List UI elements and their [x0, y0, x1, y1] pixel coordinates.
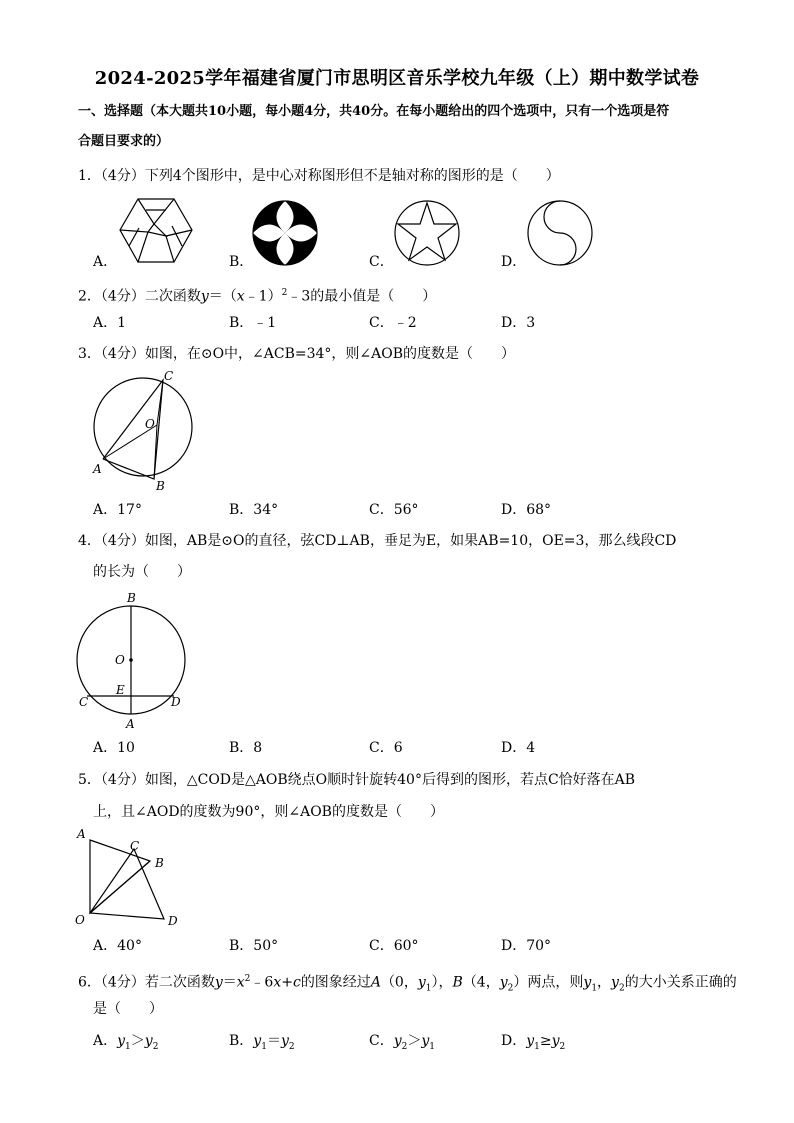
q5-option-d[interactable]: D．70° — [501, 938, 552, 954]
option-b-figure-four-petal-circle — [250, 198, 320, 268]
option-c-figure-star-in-circle — [392, 198, 462, 268]
q3-option-d[interactable]: D．68° — [501, 502, 552, 518]
q6-option-a[interactable]: A．$y_1>y_2$ — [93, 1033, 159, 1052]
label-b: B — [155, 856, 164, 870]
label-a: A — [77, 827, 86, 841]
question-text: 下列4个图形中，是中心对称图形但不是轴对称的图形的是（ ） — [144, 168, 560, 184]
q4-option-a[interactable]: A．10 — [93, 740, 135, 756]
q5-option-a[interactable]: A．40° — [93, 938, 142, 954]
question-4-line2: 的长为（ ） — [93, 564, 191, 580]
label-d: D — [168, 914, 178, 928]
label-c: C — [79, 695, 89, 709]
question-points: （4分） — [100, 168, 145, 184]
q1-option-d[interactable]: D． — [501, 254, 527, 270]
question-1 — [78, 166, 560, 186]
q2-option-b[interactable]: B．﹣1 — [229, 315, 277, 331]
label-b: B — [127, 591, 136, 605]
question-5-line2: 上，且∠AOD的度数为90°，则∠AOB的度数是（ ） — [93, 804, 444, 820]
q4-option-c[interactable]: C．6 — [369, 740, 403, 756]
question-6: 6．（4分）若二次函数$y=x^2﹣6x+c$的图象经过A（0，$y_1$），B（4，$y_2$）两点，则$y_1$，$y_2$的大小关系正确的 — [78, 974, 737, 994]
question-text: 如图，△COD是△AOB绕点O顺时针旋转40°后得到的图形，若点C恰好落在AB — [144, 772, 636, 788]
q5-option-b[interactable]: B．50° — [229, 938, 279, 954]
question-number: 3． — [78, 346, 101, 362]
q3-option-c[interactable]: C．56° — [369, 502, 419, 518]
q3-option-a[interactable]: A．17° — [93, 502, 142, 518]
q6-option-c[interactable]: C．$y_2>y_1$ — [369, 1033, 436, 1052]
question-2 — [78, 283, 436, 307]
label-a: A — [93, 462, 102, 476]
question-5 — [78, 770, 635, 790]
option-a-figure-recycle-hexagon — [116, 196, 196, 266]
q4-figure-circle-chord — [74, 588, 194, 732]
q3-figure-circle-angle — [88, 366, 198, 494]
label-o: O — [115, 653, 125, 667]
question-points: （4分） — [100, 974, 145, 991]
question-points: （4分） — [100, 288, 145, 305]
text-post: ﹣3的最小值是（ ） — [287, 288, 437, 305]
label-a: A — [126, 717, 135, 731]
label-b: B — [156, 479, 165, 493]
var-x: x — [236, 288, 245, 305]
section-heading-line2: 合题目要求的） — [78, 134, 170, 149]
q2-option-c[interactable]: C．﹣2 — [369, 315, 417, 331]
option-d-figure-yin-yang — [525, 198, 595, 268]
question-3 — [78, 344, 515, 364]
q3-option-b[interactable]: B．34° — [229, 502, 279, 518]
question-points: （4分） — [100, 772, 145, 788]
question-text: 二次函数 — [144, 288, 201, 305]
text-mid: ﹣1） — [244, 288, 282, 305]
question-4 — [78, 531, 676, 551]
question-number: 5． — [78, 772, 101, 788]
q5-option-c[interactable]: C．60° — [369, 938, 419, 954]
q4-option-b[interactable]: B．8 — [229, 740, 263, 756]
q6-option-d[interactable]: D．$y_1\ge y_2$ — [501, 1033, 566, 1052]
q1-option-a[interactable]: A． — [93, 254, 118, 270]
question-points: （4分） — [100, 346, 145, 362]
label-c: C — [164, 369, 174, 383]
q1-option-c[interactable]: C． — [369, 254, 394, 270]
question-number: 1． — [78, 168, 101, 184]
question-text: 如图，在⊙O中，∠ACB=34°，则∠AOB的度数是（ ） — [144, 346, 516, 362]
label-c: C — [130, 839, 140, 853]
section-heading-line1: 一、选择题（本大题共10小题，每小题4分，共40分。在每小题给出的四个选项中，只有一个选项是符 — [78, 104, 670, 119]
q6-option-b[interactable]: B．$y_1=y_2$ — [229, 1033, 295, 1052]
text-eq: ＝（ — [208, 288, 237, 305]
question-number: 4． — [78, 533, 101, 549]
q2-option-d[interactable]: D．3 — [501, 315, 536, 331]
question-number: 6． — [78, 974, 101, 991]
var-y: y — [200, 288, 209, 305]
q1-option-b[interactable]: B． — [229, 254, 254, 270]
label-o: O — [75, 913, 85, 927]
label-d: D — [171, 695, 181, 709]
label-o: O — [145, 417, 155, 431]
label-e: E — [116, 683, 125, 697]
question-points: （4分） — [100, 533, 145, 549]
q5-figure-rotation — [72, 824, 187, 932]
q4-option-d[interactable]: D．4 — [501, 740, 536, 756]
question-6-line2: 是（ ） — [93, 1001, 163, 1017]
exam-title: 2024-2025学年福建省厦门市思明区音乐学校九年级（上）期中数学试卷 — [94, 68, 700, 89]
exponent: 2 — [281, 288, 288, 298]
question-number: 2． — [78, 288, 101, 305]
question-text: 如图，AB是⊙O的直径，弦CD⊥AB，垂足为E，如果AB=10，OE=3，那么线段CD — [144, 533, 677, 549]
q2-option-a[interactable]: A．1 — [93, 315, 127, 331]
